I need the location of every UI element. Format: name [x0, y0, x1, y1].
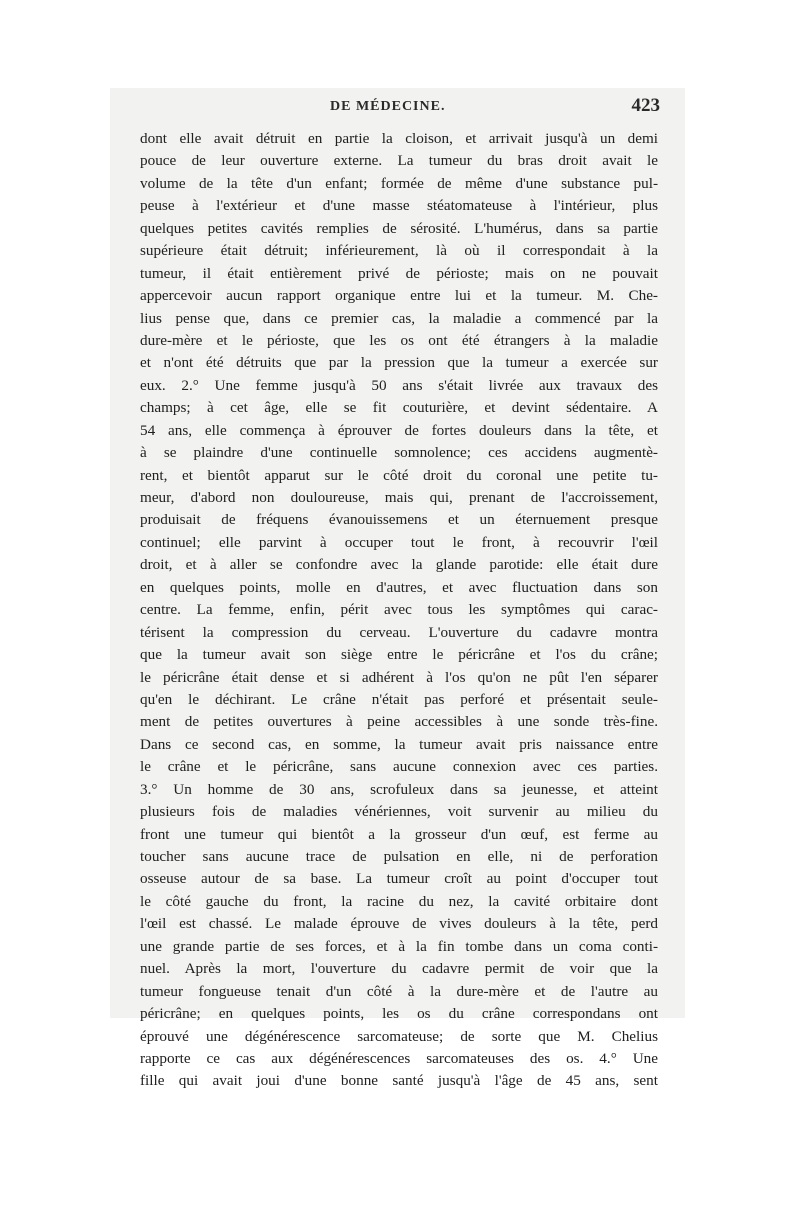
text-line: péricrâne; en quelques points, les os du crâne correspondans ont: [140, 1005, 658, 1023]
text-line: 3.° Un homme de 30 ans, scrofuleux dans sa jeunesse, et atteint: [140, 780, 658, 798]
text-line: et n'ont été détruits que par la pression que la tumeur a exercée sur: [140, 354, 658, 372]
text-line: l'œil est chassé. Le malade éprouve de vives douleurs à la tête, perd: [140, 915, 658, 933]
text-line: quelques petites cavités remplies de sérosité. L'humérus, dans sa partie: [140, 219, 658, 237]
running-head: DE MÉDECINE.: [330, 99, 446, 114]
text-line: supérieure était détruit; inférieurement, là où il correspondait à la: [140, 242, 658, 260]
body-text: [140, 128, 658, 1093]
text-line: plusieurs fois de maladies vénériennes, voit survenir au milieu du: [140, 803, 658, 821]
text-line: meur, d'abord non douloureuse, mais qui, prenant de l'accroissement,: [140, 489, 658, 506]
text-line: pouce de leur ouverture externe. La tumeur du bras droit avait le: [140, 152, 658, 170]
text-line: ment de petites ouvertures à peine accessibles à une sonde très-fine.: [140, 713, 658, 731]
text-line: dure-mère et le périoste, que les os ont été étrangers à la maladie: [140, 331, 658, 349]
text-line: à se plaindre d'une continuelle somnolence; ces accidens augmentè-: [140, 444, 658, 462]
text-line: nuel. Après la mort, l'ouverture du cadavre permit de voir que la: [140, 960, 658, 978]
text-line: toucher sans aucune trace de pulsation en elle, ni de perforation: [140, 848, 658, 865]
page-header: [140, 95, 660, 123]
text-line: 54 ans, elle commença à éprouver de fortes douleurs dans la tête, et: [140, 421, 658, 439]
text-line: peuse à l'extérieur et d'une masse stéatomateuse à l'intérieur, plus: [140, 197, 658, 215]
text-line: éprouvé une dégénérescence sarcomateuse; de sorte que M. Chelius: [140, 1027, 658, 1045]
text-line: continuel; elle parvint à occuper tout le front, à recouvrir l'œil: [140, 533, 658, 551]
text-line: rent, et bientôt apparut sur le côté droit du coronal une petite tu-: [140, 466, 658, 484]
text-line: volume de la tête d'un enfant; formée de même d'une substance pul-: [140, 174, 658, 192]
text-line: qu'en le déchirant. Le crâne n'était pas perforé et présentait seule-: [140, 690, 658, 708]
text-line: en quelques points, molle en d'autres, et avec fluctuation dans son: [140, 578, 658, 596]
text-line: fille qui avait joui d'une bonne santé jusqu'à l'âge de 45 ans, sent: [140, 1072, 658, 1090]
page-number: 423: [631, 95, 660, 116]
text-line: le crâne et le péricrâne, sans aucune connexion avec ces parties.: [140, 758, 658, 776]
text-line: front une tumeur qui bientôt a la grosseur d'un œuf, est ferme au: [140, 825, 658, 843]
text-line: que la tumeur avait son siège entre le péricrâne et l'os du crâne;: [140, 646, 658, 664]
text-line: produisait de fréquens évanouissemens et un éternuement presque: [140, 511, 658, 529]
text-line: eux. 2.° Une femme jusqu'à 50 ans s'était livrée aux travaux des: [140, 376, 658, 394]
text-line: tumeur fongueuse tenait d'un côté à la dure-mère et de l'autre au: [140, 982, 658, 1000]
text-line: osseuse autour de sa base. La tumeur croît au point d'occuper tout: [140, 870, 658, 888]
text-line: centre. La femme, enfin, périt avec tous les symptômes qui carac-: [140, 601, 658, 619]
text-line: droit, et à aller se confondre avec la glande parotide: elle était dure: [140, 556, 658, 574]
text-line: champs; à cet âge, elle se fit couturière, et devint sédentaire. A: [140, 399, 658, 417]
text-line: rapporte ce cas aux dégénérescences sarcomateuses des os. 4.° Une: [140, 1049, 658, 1067]
text-line: lius pense que, dans ce premier cas, la maladie a commencé par la: [140, 309, 658, 327]
text-line: le côté gauche du front, la racine du nez, la cavité orbitaire dont: [140, 892, 658, 910]
text-line: tumeur, il était entièrement privé de périoste; mais on ne pouvait: [140, 264, 658, 282]
text-line: Dans ce second cas, en somme, la tumeur avait pris naissance entre: [140, 735, 658, 753]
text-line: une grande partie de ses forces, et à la fin tombe dans un coma conti-: [140, 937, 658, 955]
text-line: appercevoir aucun rapport organique entre lui et la tumeur. M. Che-: [140, 287, 658, 305]
text-line: le péricrâne était dense et si adhérent à l'os qu'on ne pût l'en séparer: [140, 668, 658, 686]
text-line: térisent la compression du cerveau. L'ouverture du cadavre montra: [140, 623, 658, 641]
text-line: dont elle avait détruit en partie la cloison, et arrivait jusqu'à un demi: [140, 130, 658, 147]
